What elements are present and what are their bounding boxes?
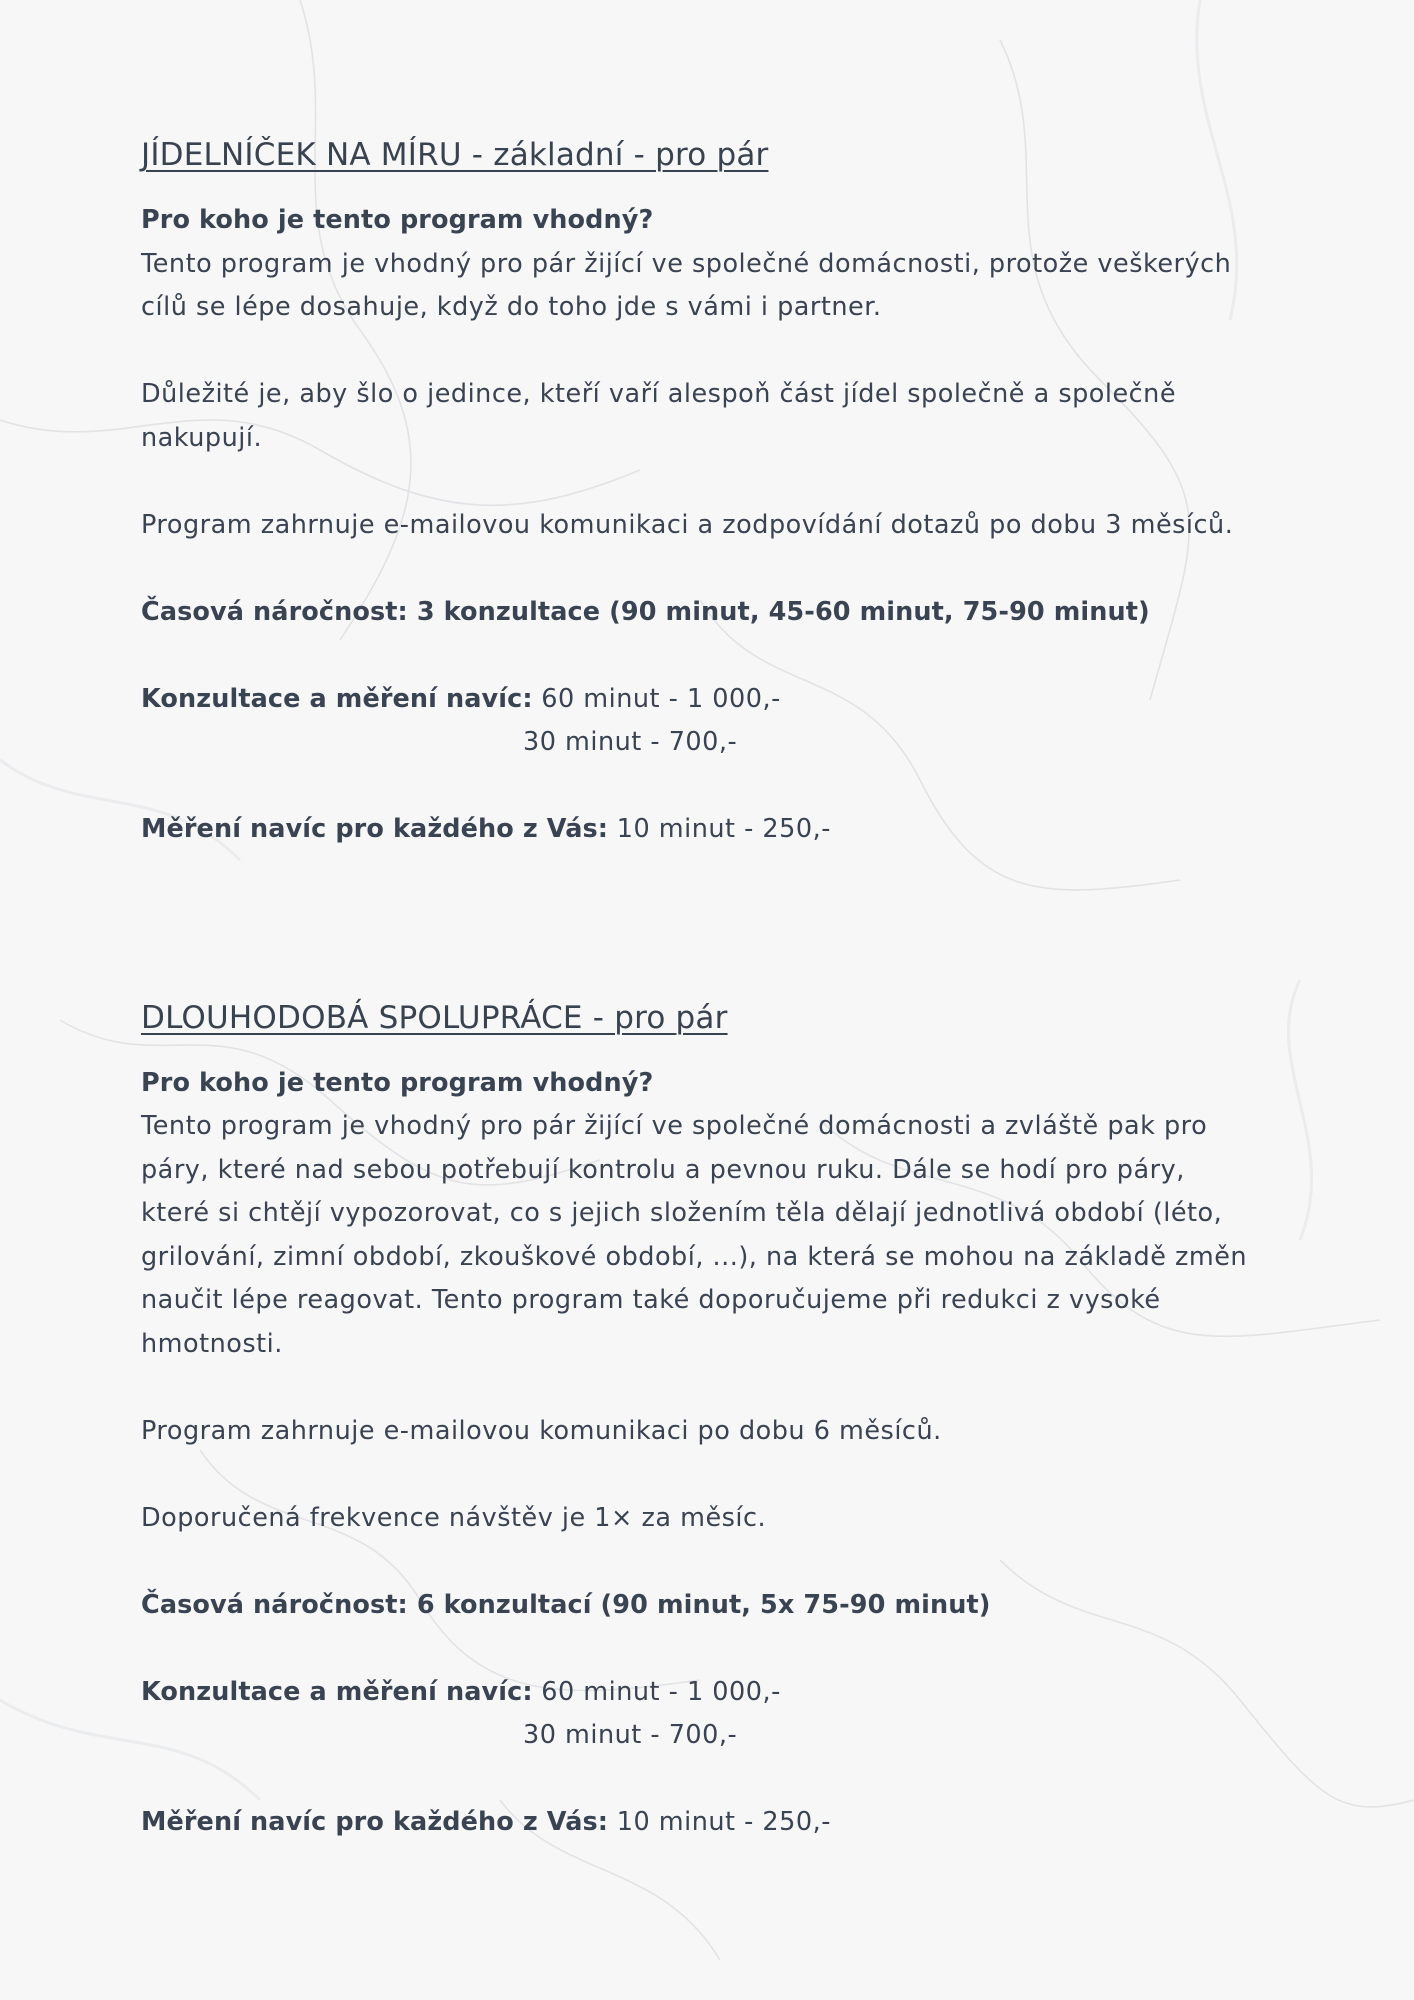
extra-consultation-price: 60 minut - 1 000,- (532, 1676, 781, 1707)
intro-line: které si chtějí vypozorovat, co s jejich složením těla dělají jednotlivá období (léto, (141, 1198, 1223, 1228)
extra-measurement-line (141, 808, 1291, 852)
extra-consultation-line (141, 678, 1291, 722)
important-line: nakupují. (141, 422, 263, 453)
intro-line: Tento program je vhodný pro pár žijící ve společné domácnosti, protože veškerých (141, 248, 1232, 279)
includes-text: Program zahrnuje e-mailovou komunikaci a zodpovídání dotazů po dobu 3 měsíců. (141, 509, 1234, 540)
intro-line: páry, které nad sebou potřebují kontrolu a pevnou ruku. Dále se hodí pro páry, (141, 1154, 1185, 1185)
section-long-term-cooperation (141, 994, 1291, 1845)
extra-consultation-price: 60 minut - 1 000,- (532, 683, 781, 714)
extra-measurement-label: Měření navíc pro každého z Vás: (141, 814, 609, 844)
intro-line: hmotnosti. (141, 1328, 283, 1359)
extra-consultation-price: 30 minut - 700,- (523, 727, 738, 757)
extra-measurement-line (141, 1801, 1291, 1845)
target-question: Pro koho je tento program vhodný? (141, 1067, 654, 1098)
intro-line: cílů se lépe dosahuje, když do toho jde s vámi i partner. (141, 292, 882, 322)
target-question: Pro koho je tento program vhodný? (141, 205, 654, 235)
time-requirement: Časová náročnost: 3 konzultace (90 minut, 45-60 minut, 75-90 minut) (141, 596, 1150, 627)
section-title: DLOUHODOBÁ SPOLUPRÁCE - pro pár (141, 999, 728, 1036)
extra-consultation-label: Konzultace a měření navíc: (141, 683, 533, 714)
intro-line: naučit lépe reagovat. Tento program také doporučujeme při redukci z vysoké (141, 1285, 1161, 1315)
visit-frequency: Doporučená frekvence návštěv je 1× za měsíc. (141, 1502, 767, 1533)
extra-measurement-price: 10 minut - 250,- (608, 814, 831, 844)
includes-text: Program zahrnuje e-mailovou komunikaci po dobu 6 měsíců. (141, 1415, 942, 1446)
extra-measurement-label: Měření navíc pro každého z Vás: (141, 1807, 609, 1837)
section-title: JÍDELNÍČEK NA MÍRU - základní - pro pár (141, 137, 769, 173)
extra-consultation-label: Konzultace a měření navíc: (141, 1676, 533, 1707)
extra-measurement-price: 10 minut - 250,- (608, 1807, 831, 1837)
extra-consultation-line (141, 1671, 1291, 1715)
time-requirement: Časová náročnost: 6 konzultací (90 minut, 5x 75-90 minut) (141, 1589, 991, 1620)
important-line: Důležité je, aby šlo o jedince, kteří vaří alespoň část jídel společně a společně (141, 379, 1177, 409)
extra-consultation-price: 30 minut - 700,- (523, 1720, 738, 1750)
section-basic-meal-plan (141, 131, 1291, 852)
intro-line: grilování, zimní období, zkouškové období, ...), na která se mohou na základě změn (141, 1241, 1248, 1272)
intro-line: Tento program je vhodný pro pár žijící ve společné domácnosti a zvláště pak pro (141, 1111, 1208, 1141)
